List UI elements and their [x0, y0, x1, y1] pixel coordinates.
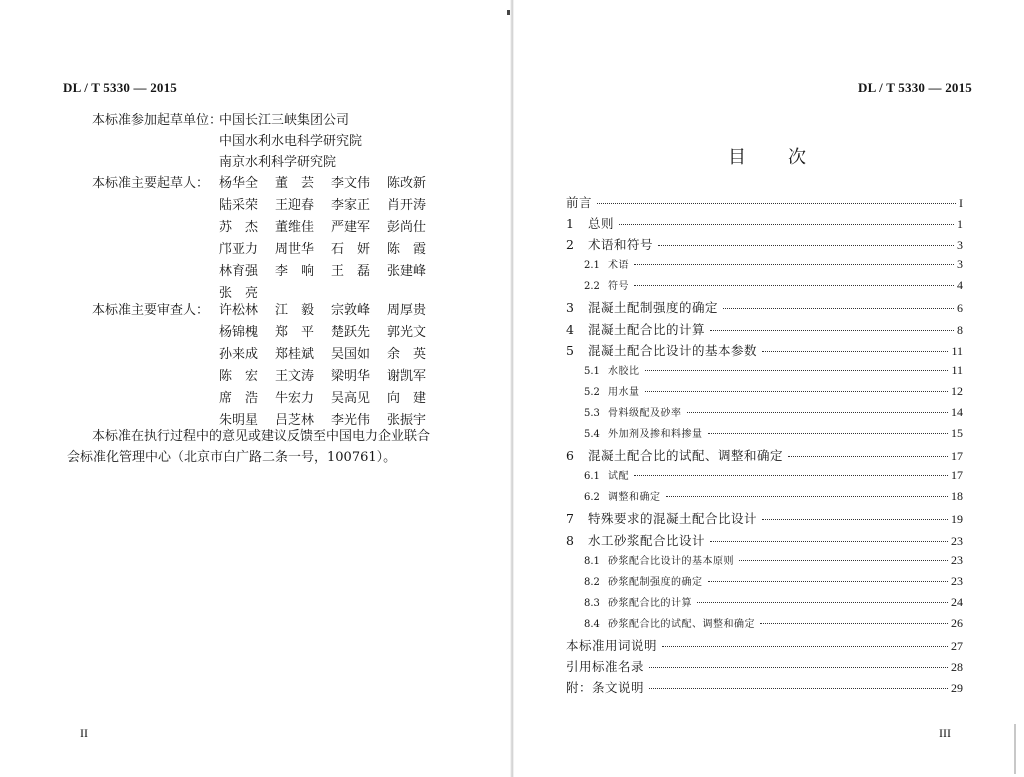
toc-section-title: 水胶比 — [608, 365, 640, 377]
toc-section-title: 混凝土配制强度的确定 — [588, 300, 719, 316]
toc-entry[interactable] — [566, 467, 963, 488]
toc-dot-leader — [710, 330, 954, 331]
toc-dot-leader — [634, 264, 954, 265]
toc-section-title: 外加剂及掺和料掺量 — [608, 429, 703, 441]
toc-section-number: 5.1 — [584, 365, 600, 377]
toc-section-title: 特殊要求的混凝土配合比设计 — [588, 511, 758, 527]
toc-dot-leader — [760, 623, 948, 624]
toc-dot-leader — [634, 475, 948, 476]
main-drafters-list — [219, 173, 443, 305]
toc-dot-leader — [645, 370, 949, 371]
person-name: 严建军 — [331, 220, 371, 235]
toc-page-number: 1 — [957, 217, 963, 232]
toc-page-number: 29 — [951, 681, 963, 696]
person-name: 张振宇 — [387, 413, 427, 428]
toc-section-title: 引用标准名录 — [566, 659, 645, 675]
toc-section-title: 术语和符号 — [588, 237, 654, 253]
toc-page-number: 18 — [951, 489, 963, 504]
person-name: 楚跃先 — [331, 325, 371, 340]
toc-section-number: 4 — [566, 321, 574, 337]
toc-dot-leader — [666, 496, 949, 497]
toc-section-number: 8.4 — [584, 618, 600, 630]
toc-dot-leader — [697, 602, 948, 603]
name-row — [219, 195, 443, 217]
toc-section-title: 混凝土配合比的试配、调整和确定 — [588, 448, 784, 464]
person-name: 陆采荣 — [219, 198, 259, 213]
person-name: 吴国如 — [331, 347, 371, 362]
toc-entry[interactable] — [566, 636, 963, 657]
toc-entry[interactable] — [566, 362, 963, 383]
toc-section-number: 2 — [566, 237, 574, 253]
person-name: 许松林 — [219, 303, 259, 318]
toc-entry[interactable] — [566, 552, 963, 573]
toc-page-number: 11 — [951, 362, 963, 377]
person-name: 李 响 — [275, 264, 315, 279]
toc-section-title: 砂浆配合比的试配、调整和确定 — [608, 618, 755, 630]
feedback-note-line: 会标准化管理中心（北京市白广路二条一号，100761）。 — [67, 450, 397, 465]
person-name: 陈改新 — [387, 176, 427, 191]
toc-entry[interactable] — [566, 573, 963, 594]
toc-page-number: 11 — [951, 343, 963, 358]
person-name: 李光伟 — [331, 413, 371, 428]
name-row — [219, 344, 443, 366]
feedback-note — [67, 426, 467, 468]
left-page — [0, 0, 511, 777]
toc-dot-leader — [723, 308, 954, 309]
toc-entry[interactable] — [566, 256, 963, 277]
toc-entry[interactable] — [566, 594, 963, 615]
toc-entry[interactable] — [566, 277, 963, 298]
toc-page-number: 6 — [957, 301, 963, 316]
toc-dot-leader — [762, 519, 948, 520]
toc-dot-leader — [708, 433, 949, 434]
toc-page-number: I — [959, 196, 963, 210]
toc-section-number: 8.3 — [584, 597, 600, 609]
participating-units-list — [219, 110, 362, 173]
toc-page-number: 17 — [951, 449, 963, 464]
unit-name: 中国长江三峡集团公司 — [219, 113, 350, 128]
toc-dot-leader — [597, 203, 956, 204]
person-name: 张 亮 — [219, 286, 259, 301]
toc-entry[interactable] — [566, 404, 963, 425]
toc-entry[interactable] — [566, 678, 963, 699]
toc-dot-leader — [687, 412, 949, 413]
right-page — [513, 0, 1024, 777]
toc-dot-leader — [619, 224, 954, 225]
person-name: 孙来成 — [219, 347, 259, 362]
toc-entry[interactable] — [566, 615, 963, 636]
toc-dot-leader — [649, 667, 948, 668]
person-name: 江 毅 — [275, 303, 315, 318]
person-name: 王迎春 — [275, 198, 315, 213]
toc-page-number: 26 — [951, 615, 963, 630]
name-row — [219, 388, 443, 410]
person-name: 宗敦峰 — [331, 303, 371, 318]
toc-page-number: 3 — [957, 257, 963, 272]
participating-units-label: 本标准参加起草单位： — [92, 113, 223, 128]
person-name: 苏 杰 — [219, 220, 259, 235]
toc-section-title: 砂浆配合比设计的基本原则 — [608, 555, 734, 567]
person-name: 郑 平 — [275, 325, 315, 340]
feedback-note-line: 本标准在执行过程中的意见或建议反馈至中国电力企业联合 — [92, 429, 431, 444]
toc-section-number: 5.2 — [584, 386, 600, 398]
name-row — [219, 239, 443, 261]
toc-section-number: 2.2 — [584, 281, 600, 293]
toc-page-number: 27 — [951, 638, 963, 653]
person-name: 陈 霞 — [387, 242, 427, 257]
toc-entry[interactable] — [566, 214, 963, 235]
toc-dot-leader — [788, 456, 948, 457]
toc-entry[interactable] — [566, 193, 963, 214]
person-name: 郑桂斌 — [275, 347, 315, 362]
name-row — [219, 173, 443, 195]
toc-page-number: 3 — [957, 238, 963, 253]
main-reviewers-label: 本标准主要审查人： — [92, 303, 210, 318]
toc-dot-leader — [634, 285, 954, 286]
person-name: 董 芸 — [275, 176, 315, 191]
toc-entry[interactable] — [566, 531, 963, 552]
person-name: 林育强 — [219, 264, 259, 279]
toc-entry[interactable] — [566, 657, 963, 678]
person-name: 吕芝林 — [275, 413, 315, 428]
left-header-code: DL / T 5330 — 2015 — [63, 80, 178, 95]
toc-dot-leader — [762, 351, 948, 352]
toc-dot-leader — [708, 581, 949, 582]
toc-dot-leader — [649, 688, 948, 689]
person-name: 杨华全 — [219, 176, 259, 191]
toc-page-number: 23 — [951, 533, 963, 548]
toc-section-title: 符号 — [608, 281, 629, 293]
unit-name: 中国水利水电科学研究院 — [219, 134, 363, 149]
toc-section-title: 调整和确定 — [608, 492, 661, 504]
toc-entry[interactable] — [566, 298, 963, 319]
toc-dot-leader — [658, 245, 954, 246]
name-row — [219, 217, 443, 239]
right-header-code: DL / T 5330 — 2015 — [857, 80, 972, 95]
person-name: 周厚贵 — [387, 303, 427, 318]
person-name: 王文涛 — [275, 369, 315, 384]
toc-section-title: 总则 — [588, 216, 615, 232]
toc-section-title: 砂浆配合比的计算 — [608, 597, 692, 609]
toc-section-title: 前言 — [566, 195, 593, 210]
person-name: 谢凯军 — [387, 369, 427, 384]
person-name: 吴高见 — [331, 391, 371, 406]
toc-entry[interactable] — [566, 509, 963, 530]
toc-section-number: 1 — [566, 216, 574, 232]
right-page-number: III — [939, 726, 951, 740]
toc-section-title: 水工砂浆配合比设计 — [588, 532, 706, 548]
toc-section-number: 3 — [566, 300, 574, 316]
toc-section-number: 6.2 — [584, 492, 600, 504]
toc-page-number: 12 — [951, 383, 963, 398]
person-name: 杨锦槐 — [219, 325, 259, 340]
toc-entry[interactable] — [566, 383, 963, 404]
person-name: 彭尚仕 — [387, 220, 427, 235]
toc-page-number: 15 — [951, 426, 963, 441]
toc-page-number: 4 — [957, 278, 963, 293]
toc-section-number: 8.1 — [584, 555, 600, 567]
person-name: 李文伟 — [331, 176, 371, 191]
toc-section-number: 6 — [566, 448, 574, 464]
toc-section-title: 用水量 — [608, 386, 640, 398]
toc-section-number: 2.1 — [584, 260, 600, 272]
person-name: 董维佳 — [275, 220, 315, 235]
toc-page-number: 24 — [951, 594, 963, 609]
toc-page-number: 23 — [951, 552, 963, 567]
person-name: 邝亚力 — [219, 242, 259, 257]
toc-entry[interactable] — [566, 341, 963, 362]
toc-page-number: 28 — [951, 660, 963, 675]
toc-section-number: 5 — [566, 342, 574, 358]
toc-section-title: 附：条文说明 — [566, 680, 645, 696]
toc-section-number: 8.2 — [584, 576, 600, 588]
toc-section-number: 5.4 — [584, 429, 600, 441]
person-name: 陈 宏 — [219, 369, 259, 384]
toc-page-number: 8 — [957, 322, 963, 337]
person-name: 周世华 — [275, 242, 315, 257]
toc-page-number: 17 — [951, 468, 963, 483]
left-page-number: II — [80, 726, 88, 740]
toc-dot-leader — [739, 560, 948, 561]
toc-page-number: 19 — [951, 512, 963, 527]
toc-page-number: 23 — [951, 573, 963, 588]
main-reviewers-list — [219, 300, 443, 432]
toc-entry[interactable] — [566, 488, 963, 509]
person-name: 肖开涛 — [387, 198, 427, 213]
person-name: 张建峰 — [387, 264, 427, 279]
toc-section-number: 6.1 — [584, 471, 600, 483]
toc-page-number: 14 — [951, 404, 963, 419]
name-row — [219, 300, 443, 322]
person-name: 李家正 — [331, 198, 371, 213]
person-name: 石 妍 — [331, 242, 371, 257]
main-drafters-label: 本标准主要起草人： — [92, 176, 210, 191]
person-name: 向 建 — [387, 391, 427, 406]
person-name: 郭光文 — [387, 325, 427, 340]
person-name: 余 英 — [387, 347, 427, 362]
toc-entry[interactable] — [566, 235, 963, 256]
toc-entry[interactable] — [566, 446, 963, 467]
person-name: 席 浩 — [219, 391, 259, 406]
toc-dot-leader — [662, 646, 948, 647]
toc-title: 目次 — [728, 147, 848, 168]
toc-section-title: 术语 — [608, 260, 629, 272]
toc-section-number: 8 — [566, 532, 574, 548]
toc-section-number: 7 — [566, 511, 574, 527]
person-name: 牛宏力 — [275, 391, 315, 406]
toc-section-title: 试配 — [608, 471, 629, 483]
toc-section-title: 骨料级配及砂率 — [608, 407, 682, 419]
name-row — [219, 322, 443, 344]
toc-section-title: 砂浆配制强度的确定 — [608, 576, 703, 588]
toc-section-number: 5.3 — [584, 407, 600, 419]
toc-dot-leader — [710, 541, 948, 542]
toc-entry[interactable] — [566, 320, 963, 341]
toc-section-title: 本标准用词说明 — [566, 637, 658, 653]
toc-dot-leader — [645, 391, 949, 392]
person-name: 梁明华 — [331, 369, 371, 384]
name-row — [219, 366, 443, 388]
table-of-contents — [566, 193, 963, 699]
name-row — [219, 261, 443, 283]
toc-section-title: 混凝土配合比设计的基本参数 — [588, 342, 758, 358]
toc-section-title: 混凝土配合比的计算 — [588, 321, 706, 337]
unit-name: 南京水利科学研究院 — [219, 155, 337, 170]
person-name: 朱明星 — [219, 413, 259, 428]
person-name: 王 磊 — [331, 264, 371, 279]
toc-entry[interactable] — [566, 425, 963, 446]
